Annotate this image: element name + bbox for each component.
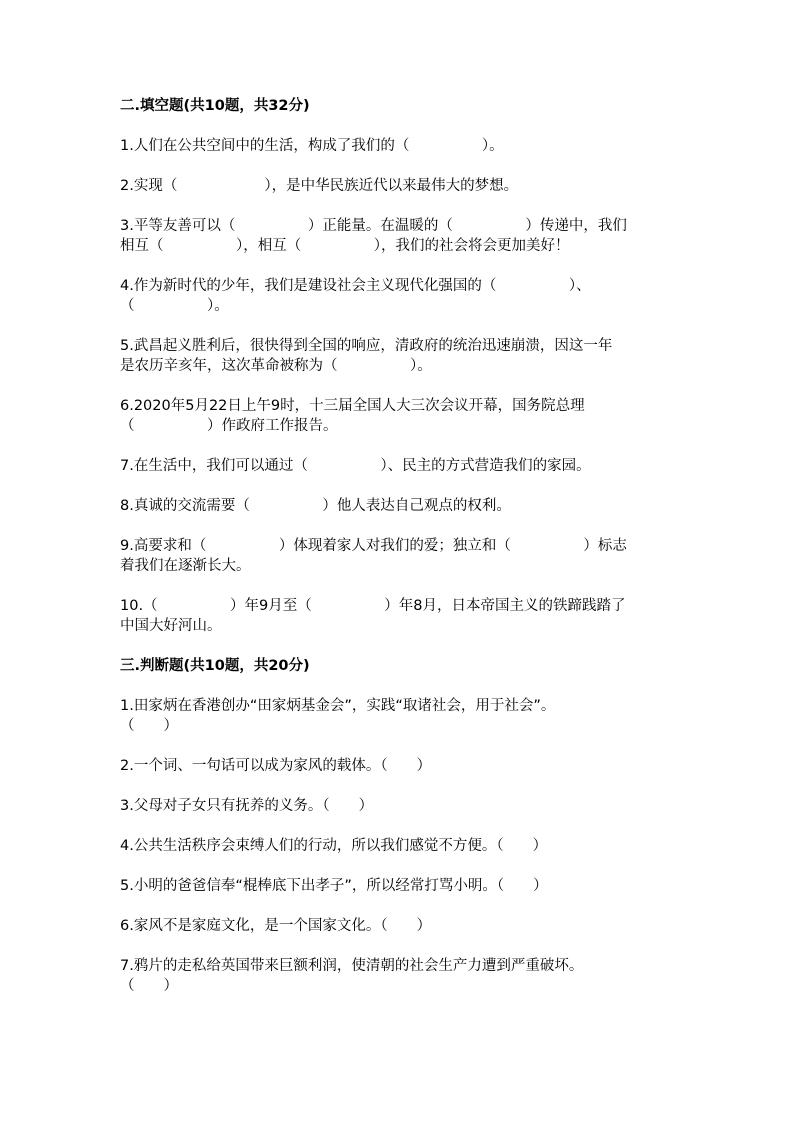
question-fill-10 (120, 596, 668, 636)
question-text-continued: 是农历辛亥年，这次革命被称为（ ）。 (120, 358, 432, 374)
question-text: 5.小明的爸爸信奉“棍棒底下出孝子”，所以经常打骂小明。（ ） (120, 878, 548, 894)
question-judge-2 (120, 756, 668, 776)
question-text: 10.（ ）年9月至（ ）年8月，日本帝国主义的铁蹄践踏了 (120, 598, 626, 614)
question-text: 2.实现（ ），是中华民族近代以来最伟大的梦想。 (120, 178, 519, 194)
question-text: 7.在生活中，我们可以通过（ ）、民主的方式营造我们的家园。 (120, 458, 591, 474)
answer-bracket: （ ） (120, 978, 178, 994)
question-text: 4.作为新时代的少年，我们是建设社会主义现代化强国的（ ）、 (120, 278, 591, 294)
question-fill-8 (120, 496, 668, 516)
question-text: 6.家风不是家庭文化，是一个国家文化。（ ） (120, 918, 432, 934)
question-fill-6 (120, 396, 668, 436)
question-judge-6 (120, 916, 668, 936)
question-judge-3 (120, 796, 668, 816)
question-text-continued: 相互（ ），相互（ ），我们的社会将会更加美好！ (120, 238, 570, 254)
question-text: 3.父母对子女只有抚养的义务。（ ） (120, 798, 374, 814)
question-text: 1.田家炳在香港创办“田家炳基金会”，实践“取诸社会，用于社会”。 (120, 698, 556, 714)
question-text-continued: 着我们在逐渐长大。 (120, 558, 251, 574)
question-judge-4 (120, 836, 668, 856)
question-text: 4.公共生活秩序会束缚人们的行动，所以我们感觉不方便。（ ） (120, 838, 548, 854)
answer-bracket: （ ） (120, 718, 178, 734)
question-fill-9 (120, 536, 668, 576)
question-text-continued: （ ）。 (120, 298, 229, 314)
question-fill-3 (120, 216, 668, 256)
question-text: 8.真诚的交流需要（ ）他人表达自己观点的权利。 (120, 498, 511, 514)
question-text: 7.鸦片的走私给英国带来巨额利润，使清朝的社会生产力遭到严重破坏。 (120, 958, 584, 974)
question-fill-1 (120, 136, 668, 156)
question-text: 9.高要求和（ ）体现着家人对我们的爱；独立和（ ）标志 (120, 538, 627, 554)
question-text: 3.平等友善可以（ ）正能量。在温暖的（ ）传递中，我们 (120, 218, 627, 234)
question-text: 2.一个词、一句话可以成为家风的载体。（ ） (120, 758, 432, 774)
worksheet-page (120, 96, 668, 1016)
section-heading-fill-in: 二.填空题(共10题，共32分) (120, 98, 310, 114)
question-text-continued: （ ）作政府工作报告。 (120, 418, 338, 434)
question-fill-5 (120, 336, 668, 376)
question-fill-2 (120, 176, 668, 196)
section-heading-judgement: 三.判断题(共10题，共20分) (120, 658, 310, 674)
question-text: 5.武昌起义胜利后，很快得到全国的响应，清政府的统治迅速崩溃，因这一年 (120, 338, 613, 354)
question-text: 1.人们在公共空间中的生活，构成了我们的（ ）。 (120, 138, 504, 154)
question-fill-7 (120, 456, 668, 476)
question-fill-4 (120, 276, 668, 316)
question-judge-7 (120, 956, 668, 996)
question-text: 6.2020年5月22日上午9时，十三届全国人大三次会议开幕，国务院总理 (120, 398, 585, 414)
question-judge-1 (120, 696, 668, 736)
question-judge-5 (120, 876, 668, 896)
question-text-continued: 中国大好河山。 (120, 618, 222, 634)
